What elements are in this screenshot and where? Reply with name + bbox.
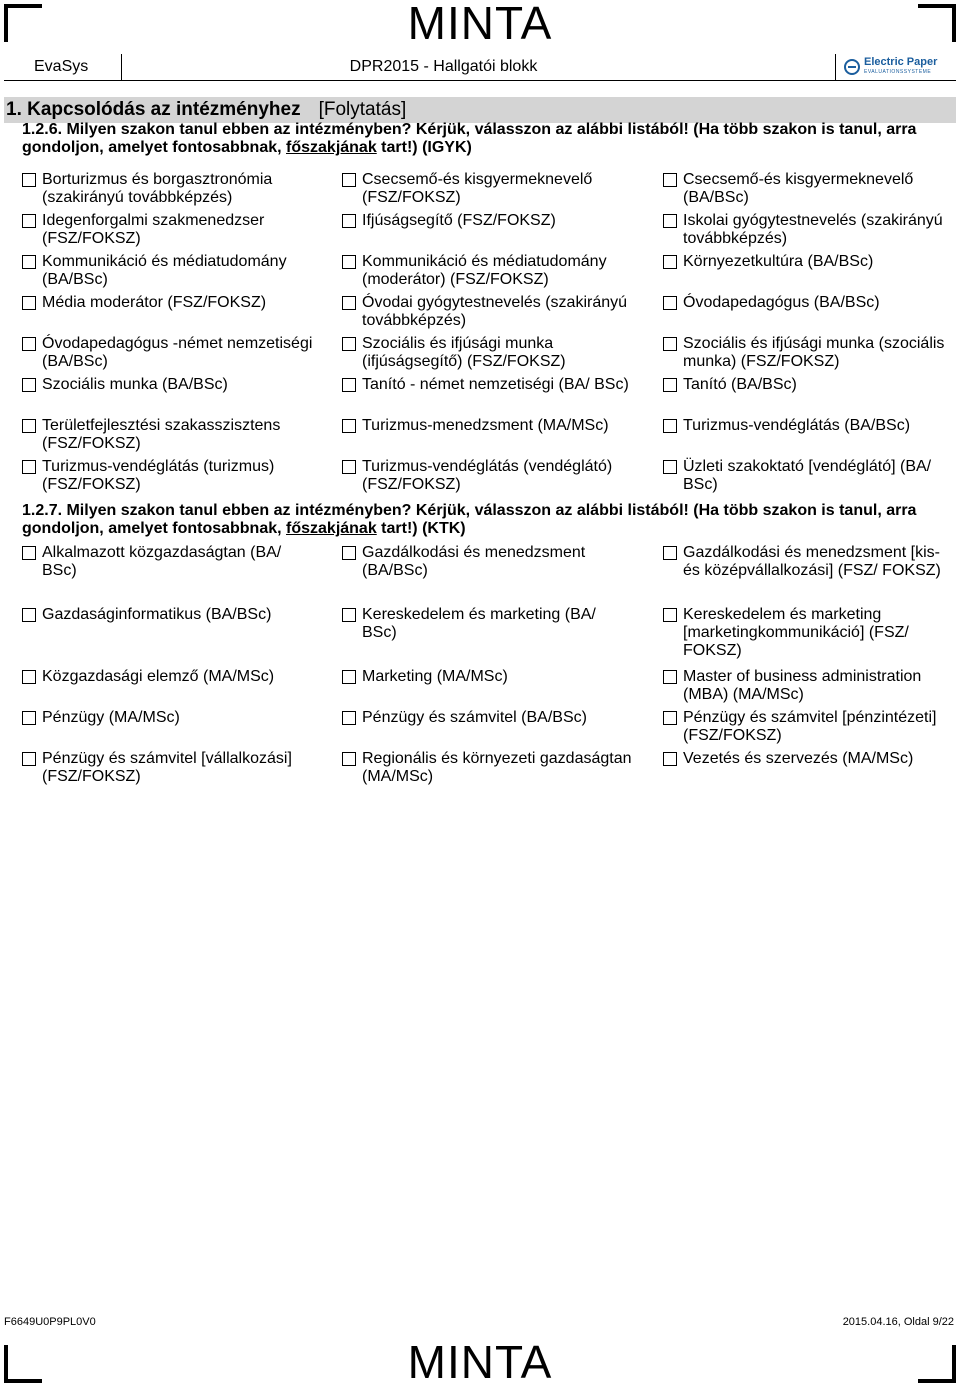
option-label: Csecsemő-és kisgyermeknevelő (FSZ/FOKSZ) (362, 171, 593, 206)
option-label: Környezetkultúra (BA/BSc) (683, 253, 874, 270)
checkbox[interactable] (663, 419, 677, 433)
option-label: Pénzügy és számvitel [pénzintézeti] (FSZ/FOKSZ) (683, 709, 937, 744)
checkbox[interactable] (22, 173, 36, 187)
checkbox[interactable] (342, 670, 356, 684)
checkbox[interactable] (663, 460, 677, 474)
checkbox[interactable] (663, 255, 677, 269)
option-q126-1[interactable] (22, 171, 314, 207)
option-label: Marketing (MA/MSc) (362, 668, 508, 685)
option-q126-17[interactable] (342, 376, 634, 394)
option-q127-7[interactable] (22, 668, 314, 686)
checkbox[interactable] (663, 214, 677, 228)
option-q126-14[interactable] (342, 335, 634, 371)
option-q126-5[interactable] (342, 212, 634, 230)
option-q126-16[interactable] (22, 376, 314, 394)
option-label: Idegenforgalmi szakmenedzser (FSZ/FOKSZ) (42, 212, 265, 247)
option-label: Szociális és ifjúsági munka (ifjúságsegítő) (FSZ/FOKSZ) (362, 335, 566, 370)
checkbox[interactable] (342, 608, 356, 622)
option-label: Óvodapedagógus -német nemzetiségi (BA/BSc) (42, 335, 313, 370)
question-1-2-7: 1.2.7. Milyen szakon tanul ebben az intézményben? Kérjük, válasszon az alábbi listából! (Ha több szakon is tanul, arra gondoljon, amelyet fontosabbnak, főszakjának tart!) (KTK) (22, 502, 917, 537)
question-1-2-6: 1.2.6. Milyen szakon tanul ebben az intézményben? Kérjük, válasszon az alábbi listából! (Ha több szakon is tanul, arra gondoljon, amelyet fontosabbnak, főszakjának tart!) (IGYK) (22, 121, 917, 156)
section-continued: [Folytatás] (318, 99, 407, 120)
checkbox[interactable] (22, 419, 36, 433)
checkbox[interactable] (342, 173, 356, 187)
checkbox[interactable] (22, 546, 36, 560)
option-label: Gazdálkodási és menedzsment [kis- és középvállalkozási] (FSZ/ FOKSZ) (683, 544, 941, 579)
option-q127-10[interactable] (22, 709, 314, 727)
option-q127-9[interactable] (663, 668, 955, 704)
checkbox[interactable] (663, 296, 677, 310)
checkbox[interactable] (342, 296, 356, 310)
checkbox[interactable] (22, 378, 36, 392)
checkbox[interactable] (663, 711, 677, 725)
checkbox[interactable] (663, 670, 677, 684)
option-label: Óvodapedagógus (BA/BSc) (683, 294, 880, 311)
logo-name: Electric Paper (864, 56, 938, 68)
checkbox[interactable] (22, 752, 36, 766)
logo-subtitle: EVALUATIONSSYSTEME (864, 69, 932, 75)
option-label: Master of business administration (MBA) (MA/MSc) (683, 668, 922, 703)
option-q126-24[interactable] (663, 458, 955, 494)
option-label: Üzleti szakoktató [vendéglátó] (BA/ BSc) (683, 458, 932, 493)
option-q126-3[interactable] (663, 171, 955, 207)
option-q126-20[interactable] (342, 417, 634, 435)
option-q127-13[interactable] (22, 750, 314, 786)
option-label: Alkalmazott közgazdaságtan (BA/ BSc) (42, 544, 282, 579)
checkbox[interactable] (22, 214, 36, 228)
option-label: Pénzügy és számvitel [vállalkozási] (FSZ/FOKSZ) (42, 750, 292, 785)
checkbox[interactable] (342, 752, 356, 766)
checkbox[interactable] (342, 546, 356, 560)
option-label: Borturizmus és borgasztronómia (szakirányú továbbképzés) (42, 171, 273, 206)
section-title: 1. Kapcsolódás az intézményhez (6, 99, 301, 120)
option-label: Vezetés és szervezés (MA/MSc) (683, 750, 914, 767)
option-q126-11[interactable] (342, 294, 634, 330)
checkbox[interactable] (22, 337, 36, 351)
option-q126-2[interactable] (342, 171, 634, 207)
option-label: Turizmus-vendéglátás (BA/BSc) (683, 417, 911, 434)
option-label: Szociális munka (BA/BSc) (42, 376, 228, 393)
option-label: Ifjúságsegítő (FSZ/FOKSZ) (362, 212, 556, 229)
option-label: Gazdálkodási és menedzsment (BA/BSc) (362, 544, 586, 579)
option-q126-18[interactable] (663, 376, 955, 394)
option-label: Iskolai gyógytestnevelés (szakirányú továbbképzés) (683, 212, 943, 247)
checkbox[interactable] (663, 337, 677, 351)
checkbox[interactable] (342, 214, 356, 228)
option-q127-1[interactable] (22, 544, 314, 580)
checkbox[interactable] (22, 296, 36, 310)
option-q126-15[interactable] (663, 335, 955, 371)
checkbox[interactable] (663, 378, 677, 392)
option-label: Kereskedelem és marketing [marketingkommunikáció] (FSZ/ FOKSZ) (683, 606, 909, 659)
option-label: Tanító - német nemzetiségi (BA/ BSc) (362, 376, 629, 393)
option-q126-8[interactable] (342, 253, 634, 289)
checkbox[interactable] (663, 608, 677, 622)
checkbox[interactable] (342, 255, 356, 269)
header-logo (836, 54, 956, 80)
electric-paper-logo-icon (844, 59, 860, 75)
option-q126-13[interactable] (22, 335, 314, 371)
option-label: Közgazdasági elemző (MA/MSc) (42, 668, 275, 685)
option-label: Szociális és ifjúsági munka (szociális munka) (FSZ/FOKSZ) (683, 335, 945, 370)
option-q126-12[interactable] (663, 294, 955, 312)
option-q127-14[interactable] (342, 750, 634, 786)
option-q126-9[interactable] (663, 253, 955, 271)
option-label: Pénzügy (MA/MSc) (42, 709, 180, 726)
option-q126-23[interactable] (342, 458, 634, 494)
checkbox[interactable] (663, 546, 677, 560)
underlined-word: főszakjának (286, 520, 377, 537)
section-header (4, 97, 956, 123)
underlined-word: főszakjának (286, 139, 377, 156)
option-label: Kommunikáció és médiatudomány (moderátor) (FSZ/FOKSZ) (362, 253, 607, 288)
option-label: Tanító (BA/BSc) (683, 376, 797, 393)
checkbox[interactable] (22, 460, 36, 474)
option-label: Kereskedelem és marketing (BA/ BSc) (362, 606, 596, 641)
option-q127-8[interactable] (342, 668, 634, 686)
option-label: Regionális és környezeti gazdaságtan (MA/MSc) (362, 750, 632, 785)
option-q126-19[interactable] (22, 417, 314, 453)
option-q127-12[interactable] (663, 709, 955, 745)
header-survey-title: DPR2015 - Hallgatói blokk (122, 54, 836, 80)
option-q127-15[interactable] (663, 750, 955, 768)
page-number: 2015.04.16, Oldal 9/22 (842, 1316, 954, 1328)
form-code: F6649U0P9PL0V0 (4, 1316, 96, 1328)
checkbox[interactable] (22, 711, 36, 725)
option-q127-3[interactable] (663, 544, 955, 580)
checkbox[interactable] (342, 711, 356, 725)
option-q126-4[interactable] (22, 212, 314, 248)
watermark-bottom: MINTA (407, 1336, 553, 1388)
option-label: Óvodai gyógytestnevelés (szakirányú továbbképzés) (362, 294, 628, 329)
checkbox[interactable] (663, 173, 677, 187)
electric-paper-logo (844, 57, 937, 77)
option-q127-6[interactable] (663, 606, 955, 660)
option-label: Turizmus-vendéglátás (vendéglátó) (FSZ/FOKSZ) (362, 458, 613, 493)
option-label: Gazdaságinformatikus (BA/BSc) (42, 606, 272, 623)
option-q127-11[interactable] (342, 709, 634, 727)
checkbox[interactable] (663, 752, 677, 766)
header-system-name: EvaSys (4, 54, 122, 80)
checkbox[interactable] (342, 337, 356, 351)
option-q127-5[interactable] (342, 606, 634, 642)
checkbox[interactable] (342, 419, 356, 433)
option-q126-22[interactable] (22, 458, 314, 494)
page-header (4, 54, 956, 81)
checkbox[interactable] (342, 460, 356, 474)
checkbox[interactable] (22, 255, 36, 269)
option-q127-2[interactable] (342, 544, 634, 580)
option-label: Pénzügy és számvitel (BA/BSc) (362, 709, 587, 726)
option-q126-7[interactable] (22, 253, 314, 289)
checkbox[interactable] (22, 608, 36, 622)
option-q126-6[interactable] (663, 212, 955, 248)
option-label: Területfejlesztési szakasszisztens (FSZ/FOKSZ) (42, 417, 281, 452)
checkbox[interactable] (22, 670, 36, 684)
option-label: Turizmus-vendéglátás (turizmus) (FSZ/FOKSZ) (42, 458, 275, 493)
option-label: Csecsemő-és kisgyermeknevelő (BA/BSc) (683, 171, 914, 206)
option-label: Turizmus-menedzsment (MA/MSc) (362, 417, 609, 434)
watermark-top: MINTA (407, 0, 553, 49)
option-label: Kommunikáció és médiatudomány (BA/BSc) (42, 253, 287, 288)
option-q126-21[interactable] (663, 417, 955, 435)
checkbox[interactable] (342, 378, 356, 392)
option-q127-4[interactable] (22, 606, 314, 624)
option-q126-10[interactable] (22, 294, 314, 312)
option-label: Média moderátor (FSZ/FOKSZ) (42, 294, 267, 311)
